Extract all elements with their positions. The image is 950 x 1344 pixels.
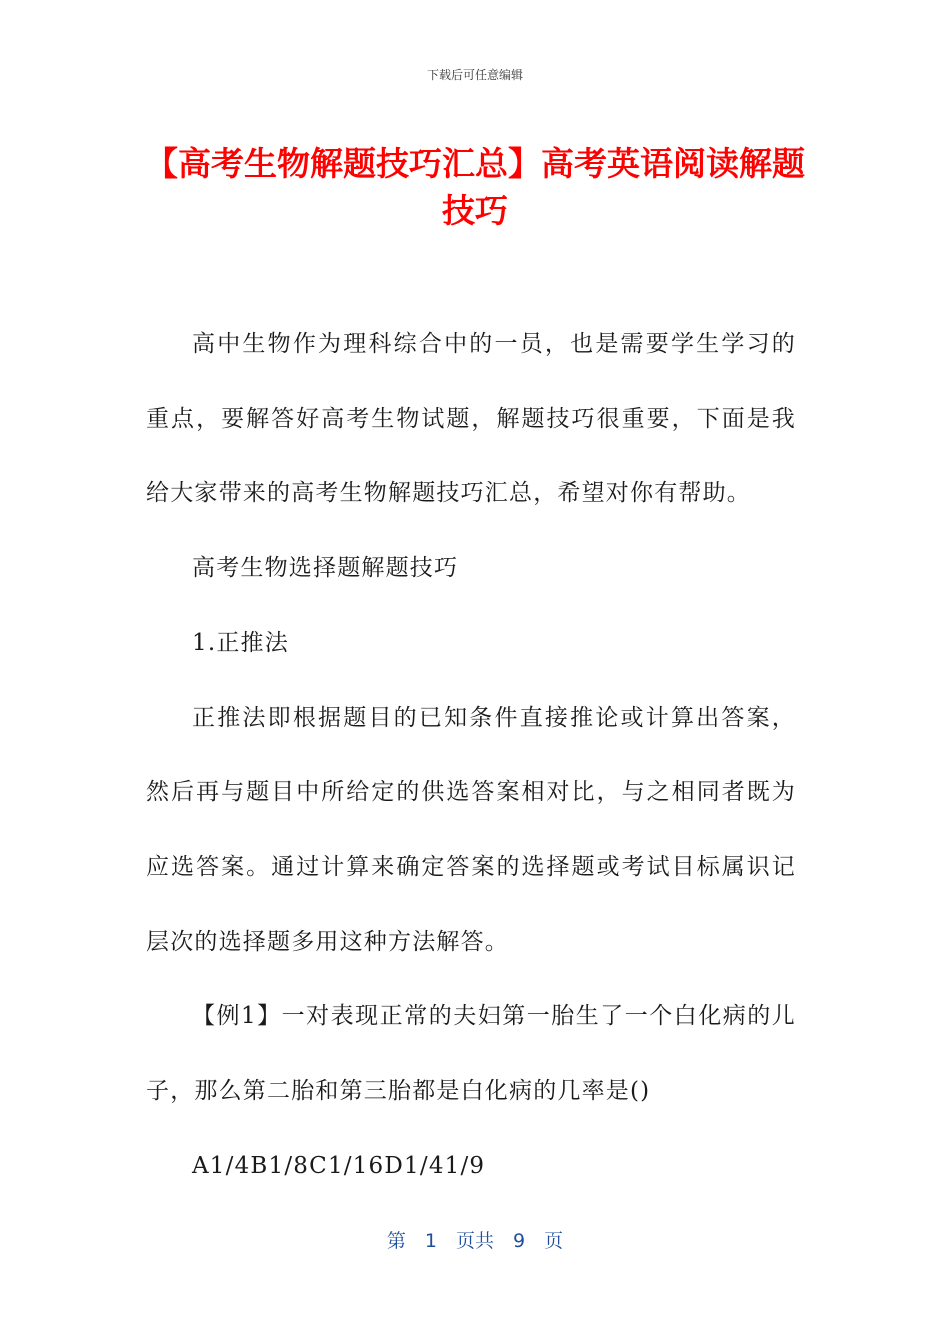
paragraph-method: 正推法即根据题目的已知条件直接推论或计算出答案，然后再与题目中所给定的供选答案相对比，与之相同者既为应选答案。通过计算来确定答案的选择题或考试目标属识记层次的选择题多用这种方法解答。: [146, 704, 796, 955]
paragraph-intro: 高中生物作为理科综合中的一员，也是需要学生学习的重点，要解答好高考生物试题，解题技巧很重要，下面是我给大家带来的高考生物解题技巧汇总，希望对你有帮助。: [146, 331, 796, 507]
page-number: 第 1 页共 9 页: [386, 1230, 564, 1252]
header-note: 下载后可任意编辑: [426, 68, 523, 82]
document-title: 【高考生物解题技巧汇总】高考英语阅读解题技巧: [145, 144, 805, 230]
paragraph-example: 【例1】一对表现正常的夫妇第一胎生了一个白化病的儿子，那么第二胎和第三胎都是白化病的几率是(): [146, 1003, 796, 1105]
document-body: [146, 307, 796, 1203]
page-footer: [0, 1226, 950, 1253]
subsection-heading: 1.正推法: [192, 629, 289, 656]
section-heading: 高考生物选择题解题技巧: [192, 555, 459, 582]
paragraph-options: A1/4B1/8C1/16D1/41/9: [192, 1152, 486, 1179]
